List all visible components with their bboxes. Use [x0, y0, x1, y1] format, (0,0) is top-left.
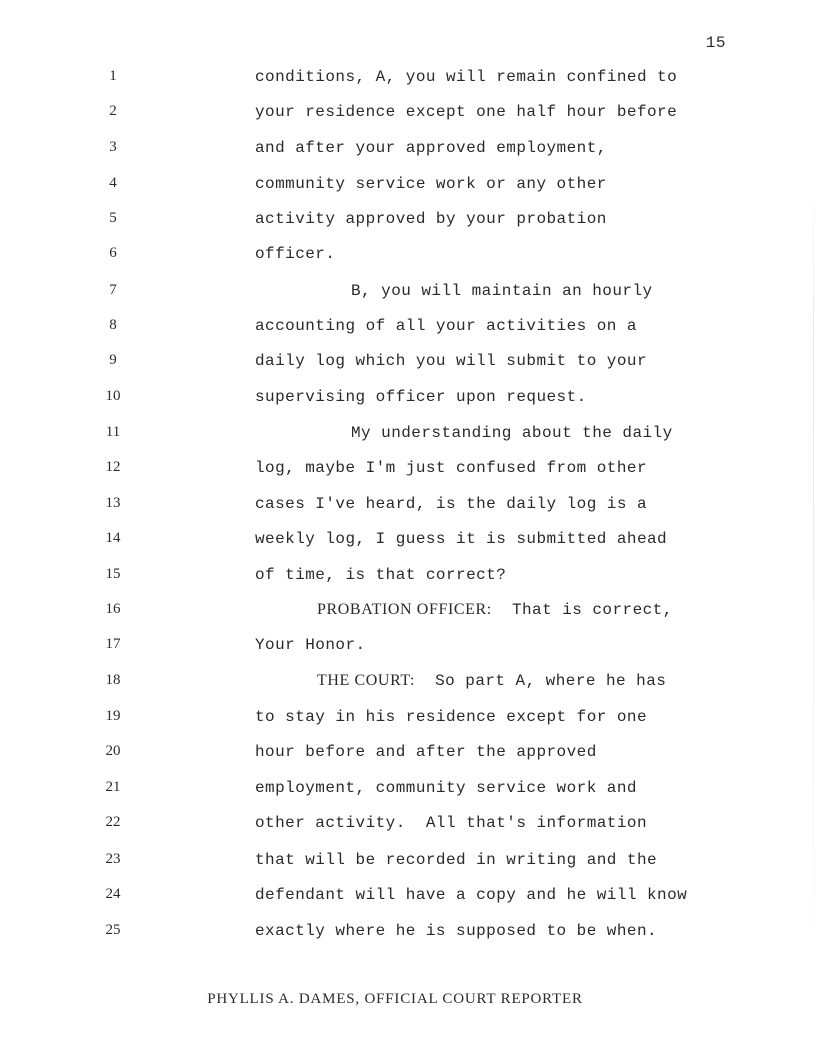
- scan-edge-shadow: [813, 180, 814, 980]
- line-text: Your Honor.: [255, 636, 366, 654]
- line-number: 12: [105, 459, 121, 475]
- line-number: 9: [109, 352, 117, 368]
- transcript-line: [0, 599, 816, 623]
- line-text: employment, community service work and: [255, 779, 637, 797]
- transcript-line: [0, 173, 816, 197]
- transcript-line: [0, 422, 816, 446]
- transcript-line: [0, 315, 816, 339]
- line-text: supervising officer upon request.: [255, 388, 587, 406]
- transcript-line: [0, 812, 816, 836]
- transcript-line: [0, 350, 816, 374]
- line-number: 14: [105, 530, 121, 546]
- transcript-line: [0, 920, 816, 944]
- transcript-line: [0, 670, 816, 694]
- transcript-line: [0, 101, 816, 125]
- line-text: that will be recorded in writing and the: [255, 851, 658, 869]
- line-number: 2: [109, 103, 117, 119]
- transcript-line: [0, 280, 816, 304]
- line-text: log, maybe I'm just confused from other: [255, 459, 648, 477]
- page-number: 15: [705, 34, 726, 52]
- line-text: daily log which you will submit to your: [255, 352, 648, 370]
- line-text: to stay in his residence except for one: [255, 708, 648, 726]
- line-text: [255, 672, 666, 690]
- line-number: 18: [105, 672, 121, 688]
- transcript-line: [0, 243, 816, 267]
- line-text: your residence except one half hour before: [255, 103, 678, 121]
- transcript-line: [0, 777, 816, 801]
- line-number: 16: [105, 601, 121, 617]
- transcript-line: [0, 884, 816, 908]
- transcript-line: [0, 457, 816, 481]
- transcript-line: [0, 564, 816, 588]
- line-text: conditions, A, you will remain confined to: [255, 68, 678, 86]
- line-number: 8: [109, 317, 117, 333]
- line-text: cases I've heard, is the daily log is a: [255, 495, 648, 513]
- speaker-label: THE COURT:: [317, 672, 416, 689]
- line-number: 4: [109, 175, 117, 191]
- speech-text: So part A, where he has: [415, 672, 667, 690]
- transcript-line: [0, 741, 816, 765]
- line-text: accounting of all your activities on a: [255, 317, 637, 335]
- line-number: 1: [109, 68, 117, 84]
- line-number: 5: [109, 210, 117, 226]
- line-number: 11: [105, 424, 121, 440]
- line-number: 10: [105, 388, 121, 404]
- line-text: other activity. All that's information: [255, 814, 648, 832]
- transcript-line: [0, 137, 816, 161]
- speaker-label: PROBATION OFFICER:: [317, 601, 492, 618]
- transcript-line: [0, 528, 816, 552]
- line-number: 7: [109, 282, 117, 298]
- line-text: B, you will maintain an hourly: [351, 282, 653, 300]
- line-number: 21: [105, 779, 121, 795]
- line-number: 19: [105, 708, 121, 724]
- transcript-line: [0, 66, 816, 90]
- speech-text: That is correct,: [491, 601, 673, 619]
- line-text: officer.: [255, 245, 336, 263]
- line-text: defendant will have a copy and he will know: [255, 886, 688, 904]
- line-number: 6: [109, 245, 117, 261]
- line-text: hour before and after the approved: [255, 743, 597, 761]
- line-text: community service work or any other: [255, 175, 607, 193]
- line-text: weekly log, I guess it is submitted ahead: [255, 530, 668, 548]
- line-text: [255, 601, 673, 619]
- line-text: exactly where he is supposed to be when.: [255, 922, 658, 940]
- line-number: 20: [105, 743, 121, 759]
- line-text: activity approved by your probation: [255, 210, 607, 228]
- court-reporter-footer: PHYLLIS A. DAMES, OFFICIAL COURT REPORTER: [207, 991, 583, 1007]
- transcript-line: [0, 634, 816, 658]
- line-number: 25: [105, 922, 121, 938]
- line-number: 13: [105, 495, 121, 511]
- line-text: of time, is that correct?: [255, 566, 507, 584]
- line-number: 24: [105, 886, 121, 902]
- transcript-line: [0, 706, 816, 730]
- line-number: 3: [109, 139, 117, 155]
- transcript-line: [0, 849, 816, 873]
- line-text: My understanding about the daily: [351, 424, 673, 442]
- line-text: and after your approved employment,: [255, 139, 607, 157]
- line-number: 22: [105, 814, 121, 830]
- transcript-line: [0, 493, 816, 517]
- line-number: 15: [105, 566, 121, 582]
- transcript-line: [0, 386, 816, 410]
- transcript-line: [0, 208, 816, 232]
- line-number: 17: [105, 636, 121, 652]
- line-number: 23: [105, 851, 121, 867]
